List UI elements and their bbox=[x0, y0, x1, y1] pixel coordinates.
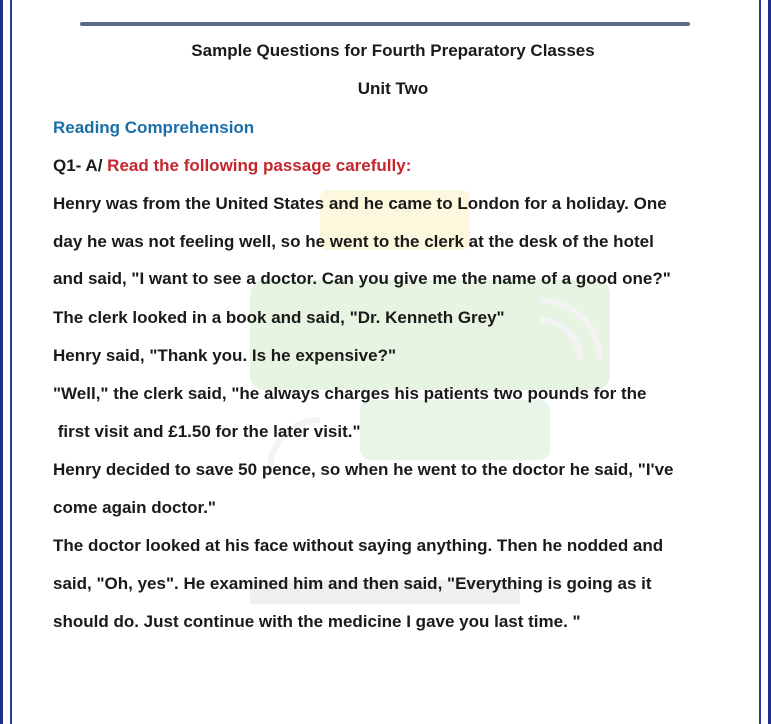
passage-line: and said, "I want to see a doctor. Can you give me the name of a good one?" bbox=[53, 269, 671, 288]
passage-line: first visit and £1.50 for the later visit." bbox=[53, 422, 361, 441]
passage-line: Henry decided to save 50 pence, so when he went to the doctor he said, "I've bbox=[53, 460, 674, 479]
question-instruction: Read the following passage carefully: bbox=[107, 156, 412, 175]
passage-line: said, "Oh, yes". He examined him and then said, "Everything is going as it bbox=[53, 574, 652, 593]
passage-line: should do. Just continue with the medicine I gave you last time. " bbox=[53, 612, 581, 631]
passage-line: "Well," the clerk said, "he always charges his patients two pounds for the bbox=[53, 384, 647, 403]
passage-line: Henry said, "Thank you. Is he expensive?" bbox=[53, 346, 397, 365]
passage-line: Henry was from the United States and he came to London for a holiday. One bbox=[53, 194, 667, 213]
question-label: Q1- A/ bbox=[53, 156, 103, 175]
question-line bbox=[53, 156, 411, 176]
passage-line: The doctor looked at his face without saying anything. Then he nodded and bbox=[53, 536, 664, 555]
page-border-right bbox=[754, 0, 771, 724]
header-divider bbox=[80, 22, 690, 26]
page-title: Sample Questions for Fourth Preparatory Classes bbox=[191, 41, 595, 60]
page-border-left bbox=[0, 0, 17, 724]
passage-line: day he was not feeling well, so he went to the clerk at the desk of the hotel bbox=[53, 232, 654, 251]
passage-line: come again doctor." bbox=[53, 498, 216, 517]
section-heading: Reading Comprehension bbox=[53, 118, 255, 137]
passage-line: The clerk looked in a book and said, "Dr. Kenneth Grey" bbox=[53, 308, 505, 327]
unit-title: Unit Two bbox=[357, 79, 429, 98]
